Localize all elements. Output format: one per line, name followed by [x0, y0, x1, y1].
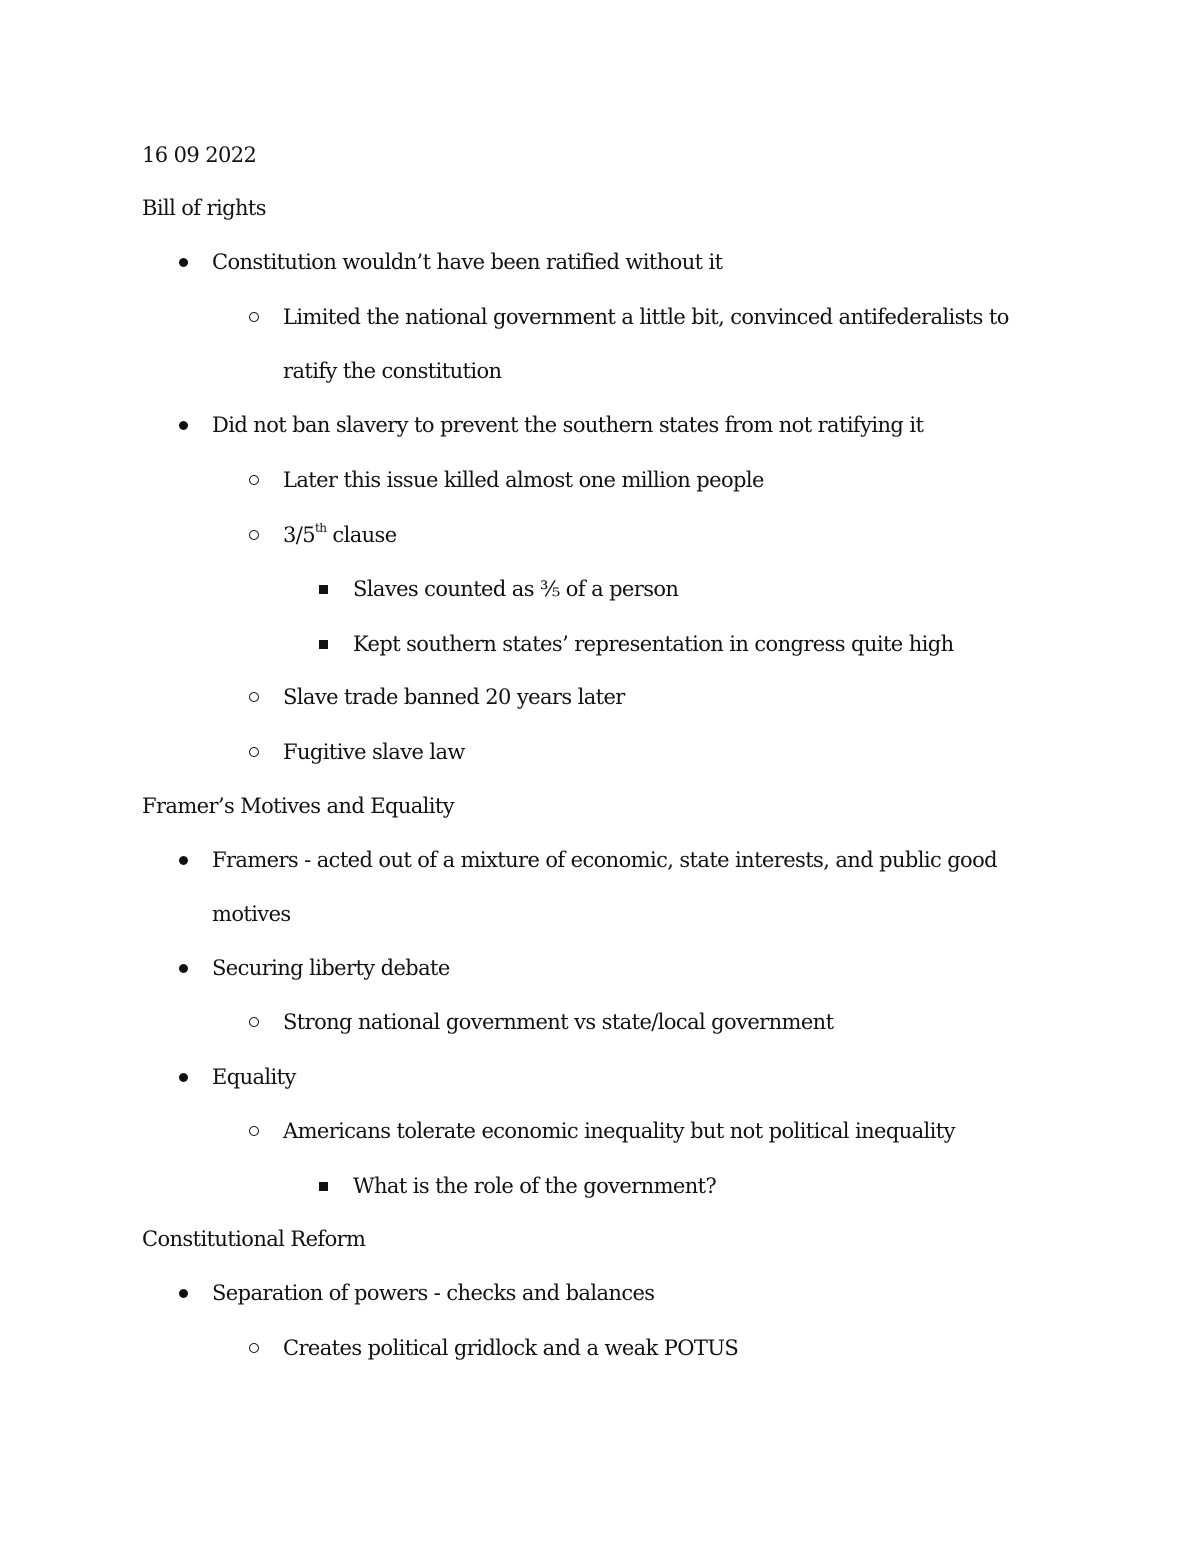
list-item: Equality: [212, 1065, 296, 1089]
list-item: Did not ban slavery to prevent the southern states from not ratifying it: [212, 413, 924, 437]
section-heading-bill-of-rights: Bill of rights: [142, 196, 266, 220]
disc-bullet-icon: [179, 964, 188, 973]
square-bullet-icon: [319, 1182, 328, 1191]
list-item: Constitution wouldn’t have been ratified without it: [212, 250, 723, 274]
circle-bullet-icon: [249, 475, 259, 485]
list-item: Fugitive slave law: [283, 740, 465, 764]
list-item-continuation: ratify the constitution: [283, 359, 502, 383]
square-bullet-icon: [319, 640, 328, 649]
list-item: Limited the national government a little bit, convinced antifederalists to: [283, 305, 1009, 329]
list-item: Creates political gridlock and a weak POTUS: [283, 1336, 739, 1360]
list-item: Securing liberty debate: [212, 956, 450, 980]
disc-bullet-icon: [179, 1289, 188, 1298]
circle-bullet-icon: [249, 312, 259, 322]
section-heading-constitutional-reform: Constitutional Reform: [142, 1227, 366, 1251]
list-item: Framers - acted out of a mixture of economic, state interests, and public good: [212, 848, 997, 872]
list-item: Later this issue killed almost one million people: [283, 468, 764, 492]
disc-bullet-icon: [179, 258, 188, 267]
circle-bullet-icon: [249, 747, 259, 757]
fraction-text: 3/5: [283, 523, 315, 547]
list-item: Strong national government vs state/local government: [283, 1010, 834, 1034]
circle-bullet-icon: [249, 692, 259, 702]
list-item-continuation: motives: [212, 902, 291, 926]
list-item: Kept southern states’ representation in congress quite high: [353, 632, 954, 656]
disc-bullet-icon: [179, 1073, 188, 1082]
list-item: Slave trade banned 20 years later: [283, 685, 625, 709]
document-date: 16 09 2022: [142, 143, 257, 167]
clause-text: clause: [326, 523, 397, 547]
superscript-text: th: [315, 521, 327, 535]
list-item-three-fifths-clause: [283, 521, 397, 549]
circle-bullet-icon: [249, 1126, 259, 1136]
disc-bullet-icon: [179, 421, 188, 430]
circle-bullet-icon: [249, 1017, 259, 1027]
list-item: Americans tolerate economic inequality but not political inequality: [283, 1119, 955, 1143]
disc-bullet-icon: [179, 856, 188, 865]
list-item: Separation of powers - checks and balances: [212, 1281, 655, 1305]
section-heading-framers-motives: Framer’s Motives and Equality: [142, 794, 454, 818]
square-bullet-icon: [319, 585, 328, 594]
circle-bullet-icon: [249, 530, 259, 540]
circle-bullet-icon: [249, 1343, 259, 1353]
list-item: What is the role of the government?: [353, 1174, 717, 1198]
list-item: Slaves counted as ⅗ of a person: [353, 577, 679, 601]
